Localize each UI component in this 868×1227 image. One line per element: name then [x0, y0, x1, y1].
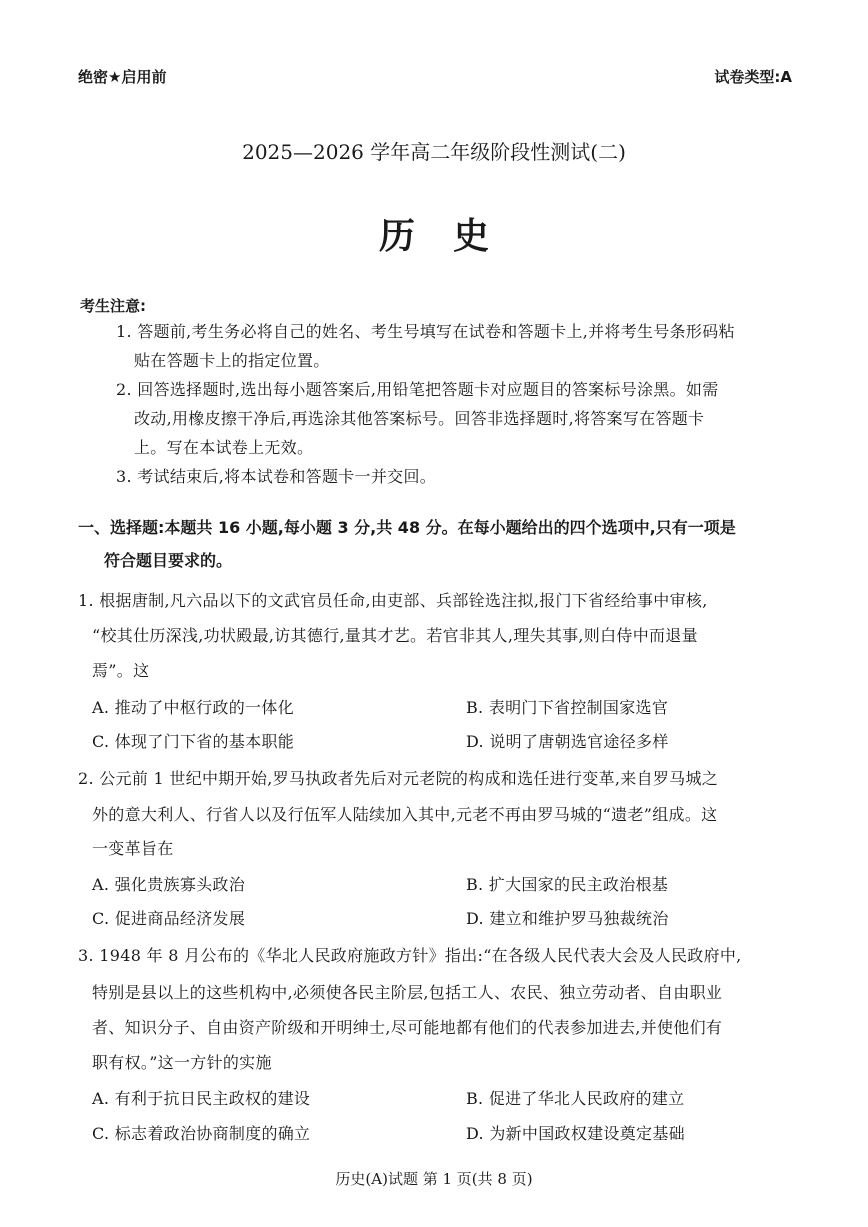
subject-title: 历史 — [378, 216, 527, 257]
option-d: D. 说明了唐朝选官途径多样 — [466, 732, 669, 751]
option-c: C. 促进商品经济发展 — [92, 909, 246, 928]
notice-heading: 考生注意: — [80, 297, 146, 315]
notice-line: 上。写在本试卷上无效。 — [134, 438, 314, 457]
question-stem-line: 者、知识分子、自由资产阶级和开明绅士,尽可能地都有他们的代表参加进去,并使他们有 — [92, 1018, 723, 1037]
option-b: B. 促进了华北人民政府的建立 — [466, 1089, 685, 1108]
notice-line: 贴在答题卡上的指定位置。 — [134, 351, 330, 370]
question-stem-line: 2. 公元前 1 世纪中期开始,罗马执政者先后对元老院的构成和选任进行变革,来自罗马城之 — [78, 769, 719, 788]
notice-line: 2. 回答选择题时,选出每小题答案后,用铅笔把答题卡对应题目的答案标号涂黑。如需 — [116, 380, 719, 399]
notice-line: 改动,用橡皮擦干净后,再选涂其他答案标号。回答非选择题时,将答案写在答题卡 — [134, 409, 705, 428]
section-heading: 一、选择题:本题共 16 小题,每小题 3 分,共 48 分。在每小题给出的四个选项中,只有一项是 — [78, 518, 736, 537]
option-a: A. 有利于抗日民主政权的建设 — [92, 1089, 311, 1108]
question-stem-line: 1. 根据唐制,凡六品以下的文武官员任命,由吏部、兵部铨选注拟,报门下省经给事中审核, — [78, 591, 708, 610]
notice-line: 3. 考试结束后,将本试卷和答题卡一并交回。 — [116, 467, 437, 486]
question-stem-line: 职有权。”这一方针的实施 — [92, 1053, 272, 1072]
option-c: C. 标志着政治协商制度的确立 — [92, 1124, 311, 1143]
confidential-label: 绝密★启用前 — [78, 68, 167, 86]
exam-title: 2025—2026 学年高二年级阶段性测试(二) — [242, 140, 626, 164]
option-b: B. 扩大国家的民主政治根基 — [466, 875, 669, 894]
page-footer: 历史(A)试题 第 1 页(共 8 页) — [335, 1170, 533, 1188]
option-a: A. 强化贵族寡头政治 — [92, 875, 246, 894]
question-stem-line: “校其仕历深浅,功状殿最,访其德行,量其才艺。若官非其人,理失其事,则白侍中而退量 — [92, 626, 698, 645]
notice-line: 1. 答题前,考生务必将自己的姓名、考生号填写在试卷和答题卡上,并将考生号条形码粘 — [116, 322, 735, 341]
question-stem-line: 外的意大利人、行省人以及行伍军人陆续加入其中,元老不再由罗马城的“遗老”组成。这 — [92, 805, 718, 824]
option-c: C. 体现了门下省的基本职能 — [92, 732, 295, 751]
question-stem-line: 特别是县以上的这些机构中,必须使各民主阶层,包括工人、农民、独立劳动者、自由职业 — [92, 983, 723, 1002]
section-heading-cont: 符合题目要求的。 — [104, 551, 233, 570]
question-stem-line: 焉”。这 — [92, 661, 150, 680]
option-a: A. 推动了中枢行政的一体化 — [92, 698, 294, 717]
question-stem-line: 3. 1948 年 8 月公布的《华北人民政府施政方针》指出:“在各级人民代表大会及人民政府中, — [78, 946, 742, 965]
option-d: D. 为新中国政权建设奠定基础 — [466, 1124, 685, 1143]
question-stem-line: 一变革旨在 — [92, 839, 174, 858]
option-d: D. 建立和维护罗马独裁统治 — [466, 909, 669, 928]
paper-type-label: 试卷类型:A — [714, 68, 792, 86]
option-b: B. 表明门下省控制国家选官 — [466, 698, 669, 717]
